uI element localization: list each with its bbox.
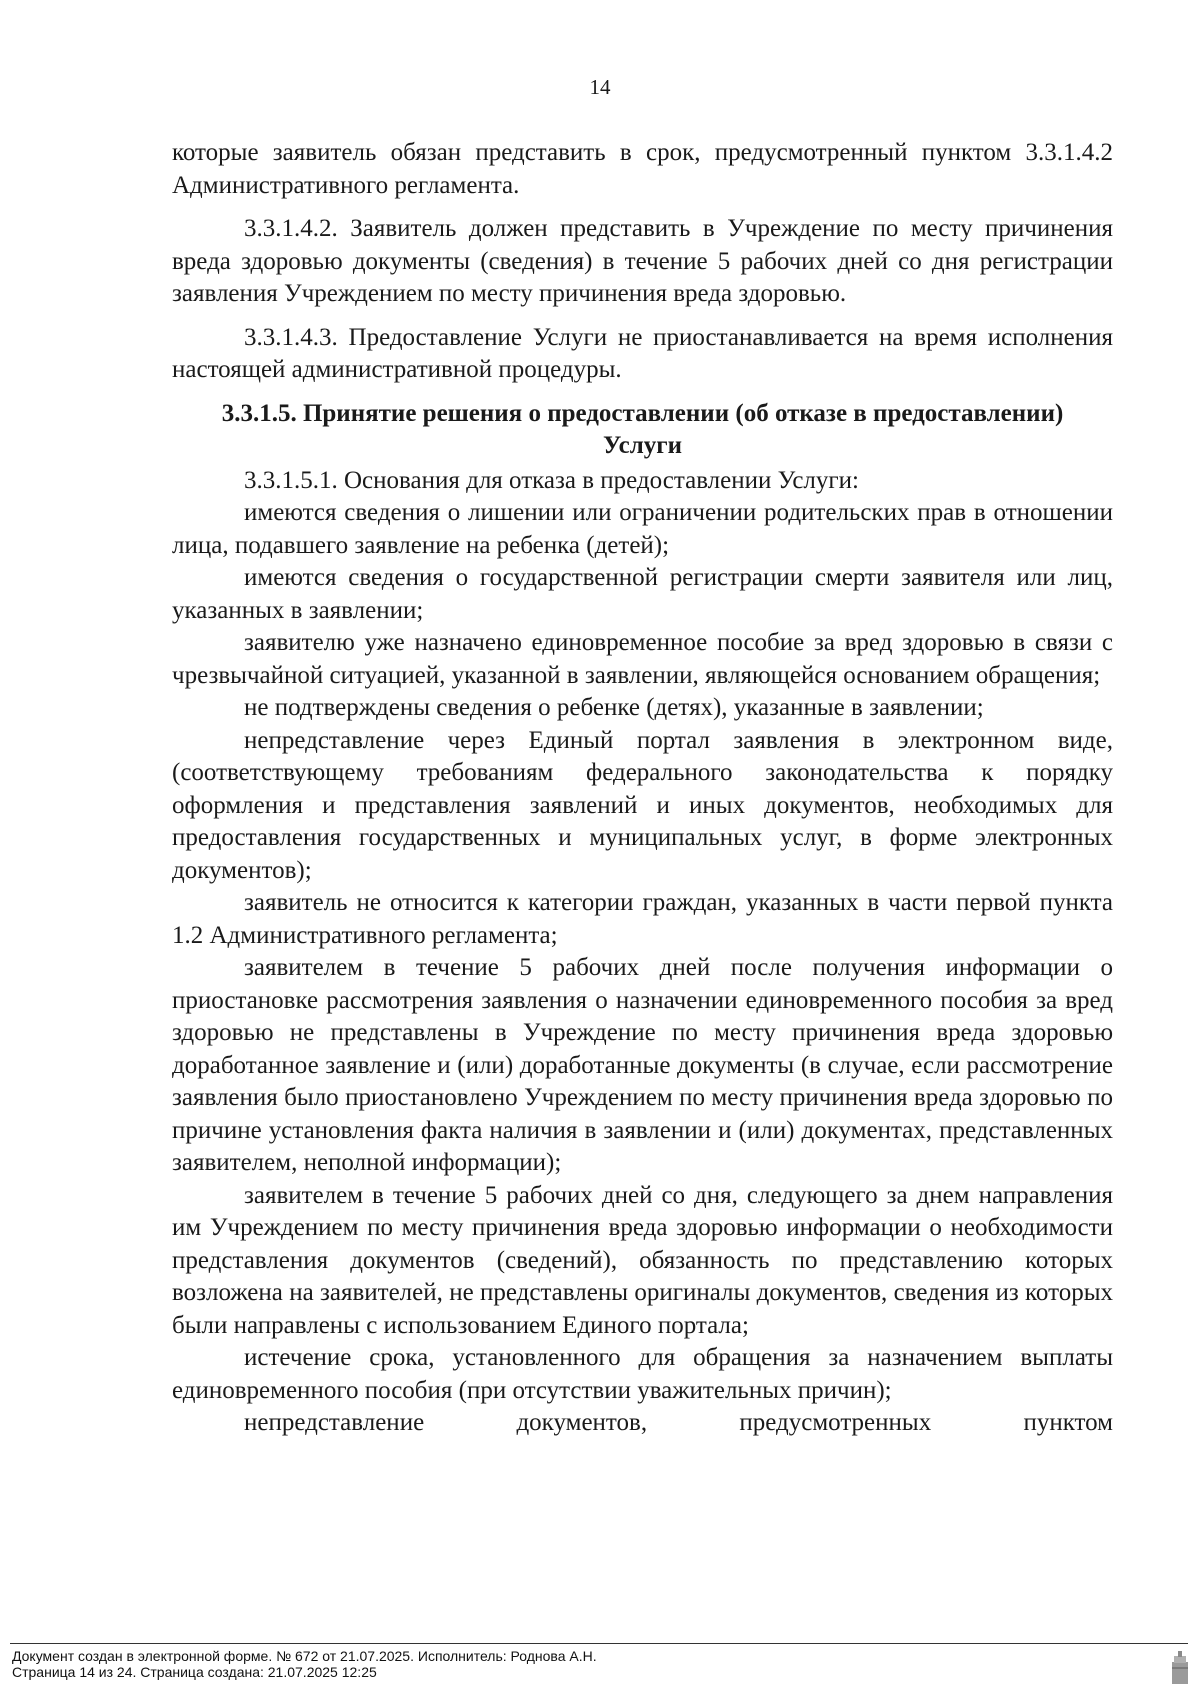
footer — [12, 1648, 1112, 1680]
list-item: имеются сведения о лишении или ограничении родительских прав в отношении лица, подавшего заявление на ребенка (детей); — [172, 499, 1113, 559]
list-item: имеются сведения о государственной регистрации смерти заявителя или лиц, указанных в заявлении; — [172, 564, 1113, 624]
list-item: заявитель не относится к категории граждан, указанных в части первой пункта 1.2 Административного регламента; — [172, 889, 1113, 949]
section-heading: 3.3.1.5. Принятие решения о предоставлении (об отказе в предоставлении) Услуги — [221, 399, 1064, 459]
paragraph: которые заявитель обязан представить в срок, предусмотренный пунктом 3.3.1.4.2 Административного регламента. — [172, 139, 1113, 199]
emblem-icon — [1170, 1650, 1190, 1686]
list-item: непредставление документов, предусмотренных пунктом — [244, 1409, 1113, 1436]
footer-line-page-info: Страница 14 из 24. Страница создана: 21.07.2025 12:25 — [12, 1664, 377, 1680]
list-item: заявителю уже назначено единовременное пособие за вред здоровью в связи с чрезвычайной ситуацией, указанной в заявлении, являющейся основанием обращения; — [172, 629, 1113, 689]
document-body — [172, 137, 1113, 1440]
page-number: 14 — [589, 75, 611, 99]
footer-line-document-info: Документ создан в электронной форме. № 672 от 21.07.2025. Исполнитель: Роднова А.Н. — [12, 1648, 597, 1664]
footer-divider — [10, 1643, 1188, 1644]
list-item: истечение срока, установленного для обращения за назначением выплаты единовременного пособия (при отсутствии уважительных причин); — [172, 1344, 1113, 1404]
paragraph: 3.3.1.4.2. Заявитель должен представить в Учреждение по месту причинения вреда здоровью документы (сведения) в течение 5 рабочих дней со дня регистрации заявления Учреждением по месту причинения вреда здоровью. — [172, 215, 1113, 307]
paragraph: 3.3.1.4.3. Предоставление Услуги не приостанавливается на время исполнения настоящей административной процедуры. — [172, 323, 1113, 383]
list-item: заявителем в течение 5 рабочих дней после получения информации о приостановке рассмотрения заявления о назначении единовременного пособия за вред здоровью не представлены в Учреждение по месту причинения вреда здоровью доработанное заявление и (или) доработанные документы (в случае, если рассмотрение заявления было приостановлено Учреждением по месту причинения вреда здоровью по причине установления факта наличия в заявлении и (или) документах, представленных заявителем, неполной информации); — [172, 954, 1113, 1176]
list-item: не подтверждены сведения о ребенке (детях), указанные в заявлении; — [244, 694, 984, 721]
paragraph: 3.3.1.5.1. Основания для отказа в предоставлении Услуги: — [244, 466, 859, 494]
list-item: непредставление через Единый портал заявления в электронном виде, (соответствующему требованиям федерального законодательства к порядку оформления и представления заявлений и иных документов, необходимых для предоставления государственных и муниципальных услуг, в форме электронных документов); — [172, 726, 1113, 884]
list-item: заявителем в течение 5 рабочих дней со дня, следующего за днем направления им Учреждением по месту причинения вреда здоровью информации о необходимости представления документов (сведений), обязанность по представлению которых возложена на заявителей, не представлены оригиналы документов, сведения из которых были направлены с использованием Единого портала; — [172, 1181, 1113, 1339]
